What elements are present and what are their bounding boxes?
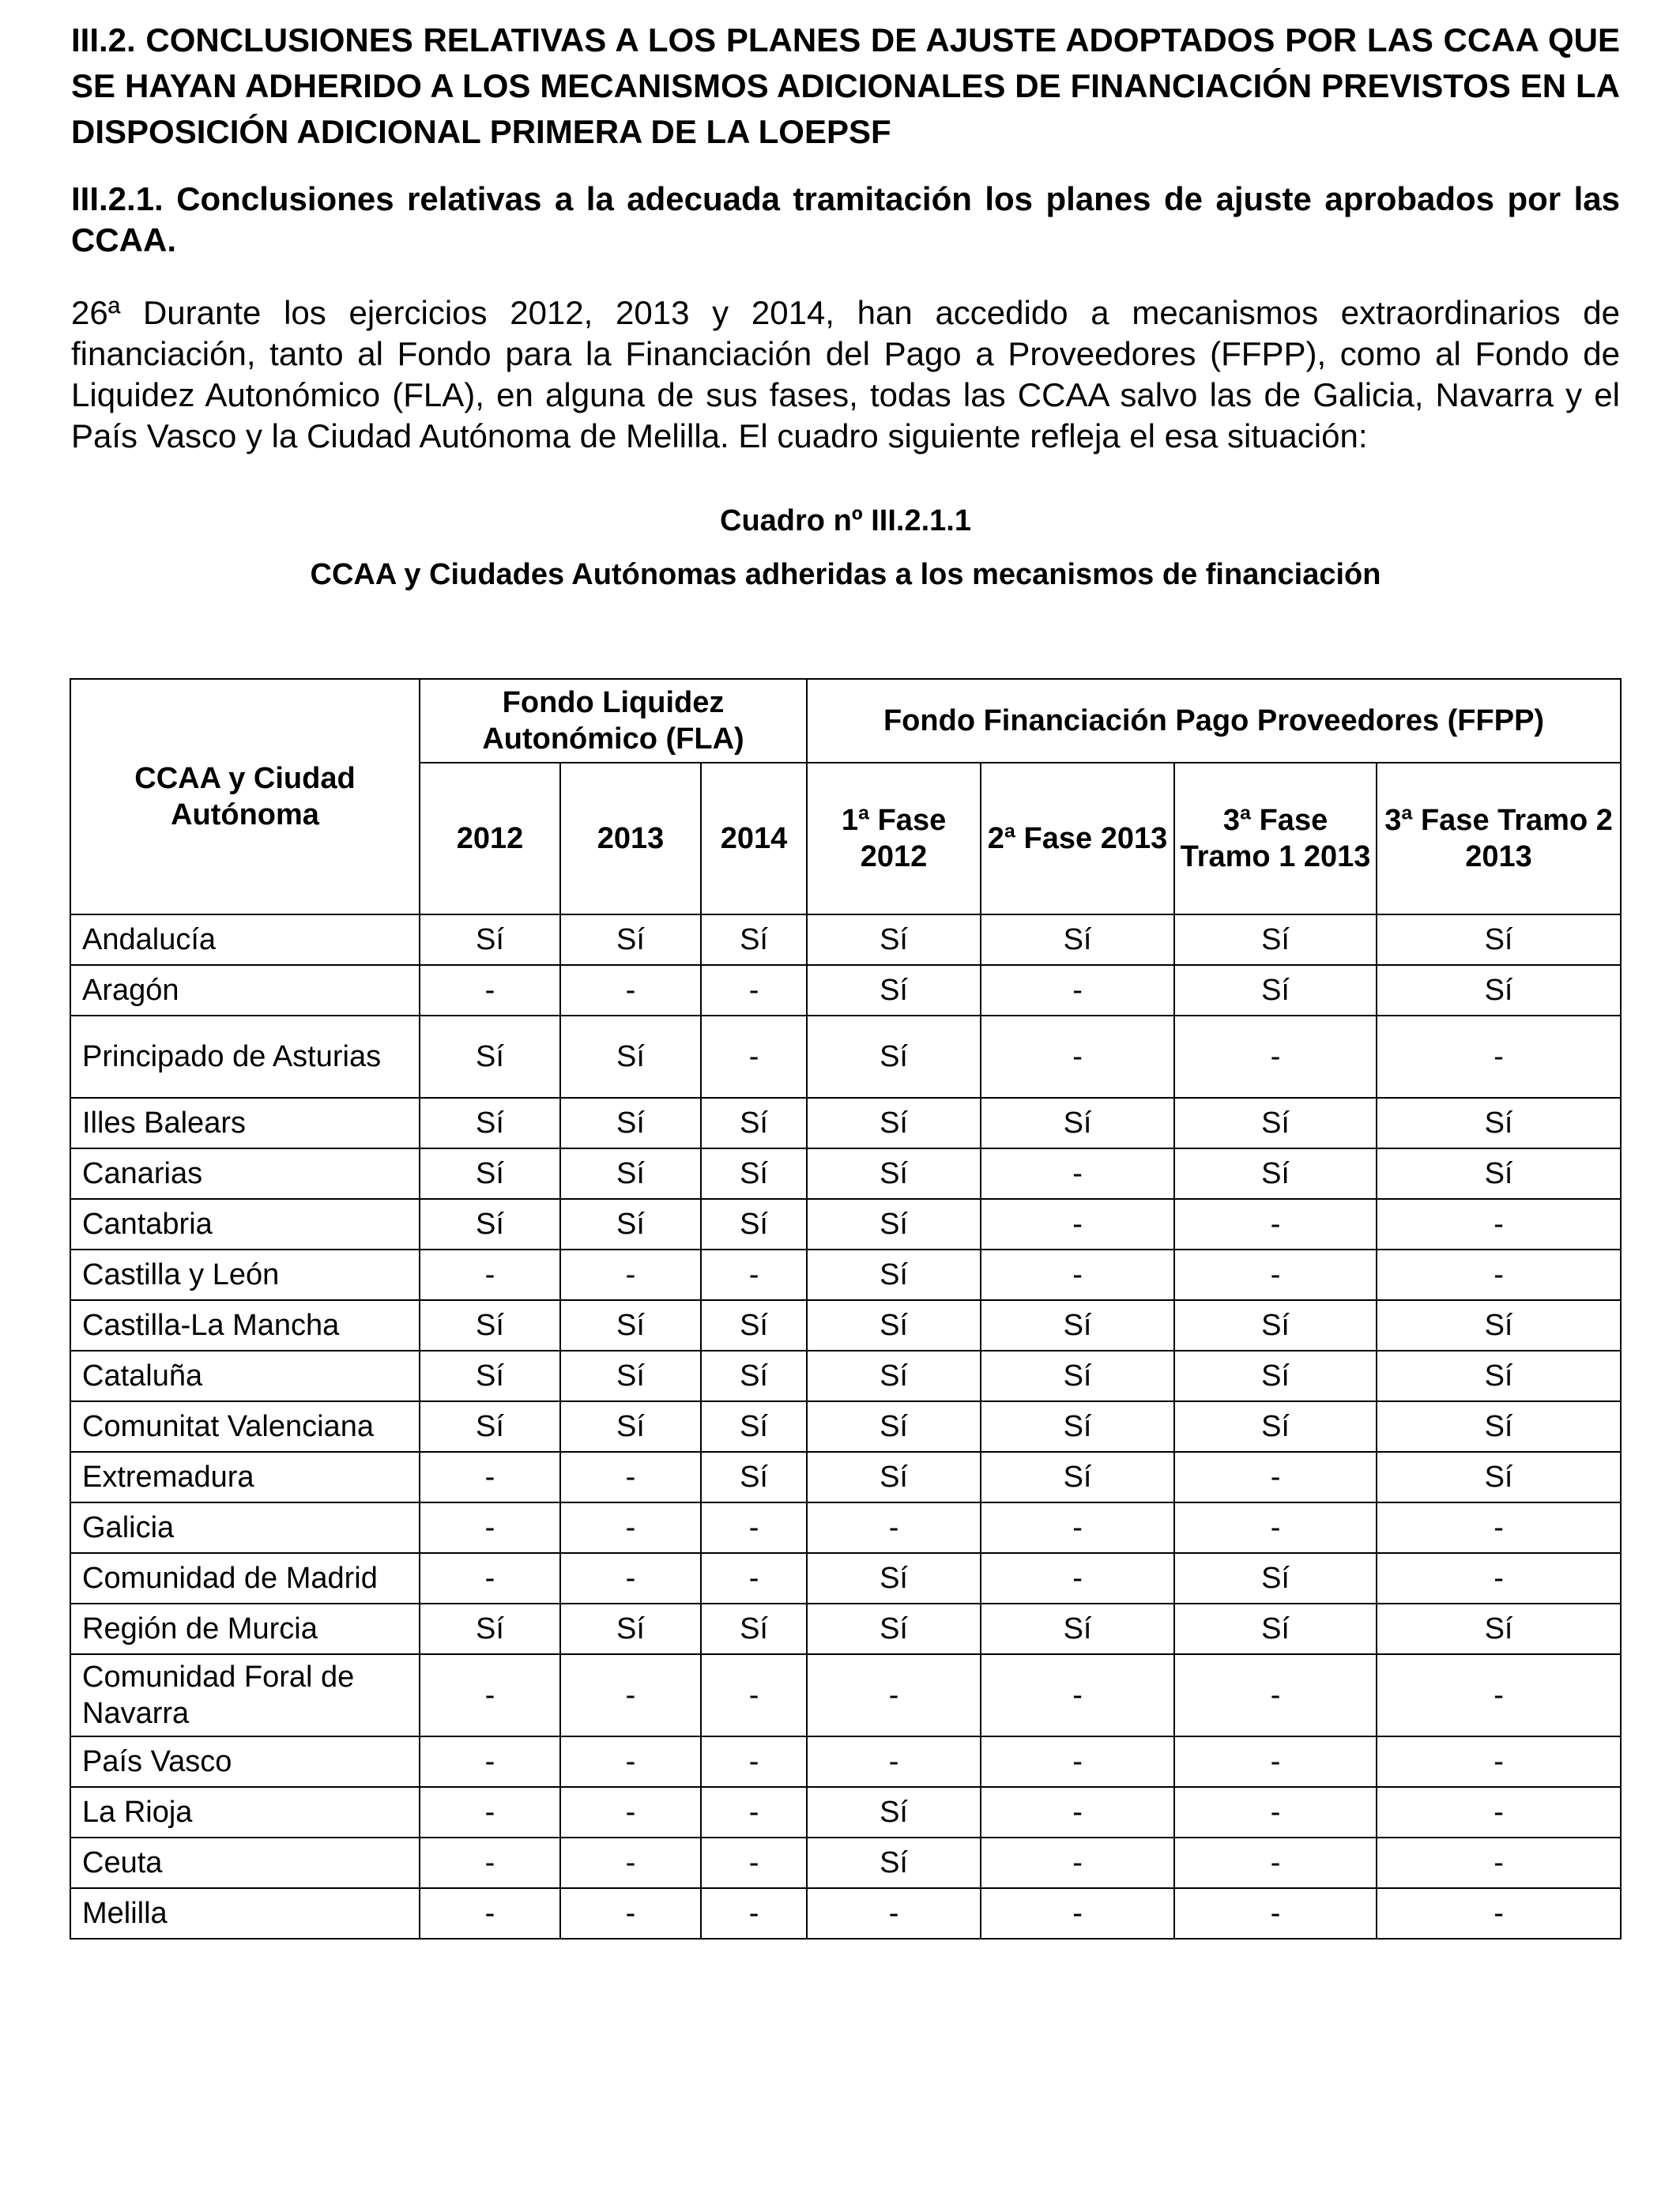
header-ffpp: Fondo Financiación Pago Proveedores (FFPP): [807, 679, 1621, 763]
value-cell: -: [1174, 1250, 1377, 1300]
region-cell: Cantabria: [70, 1199, 420, 1250]
value-cell: Sí: [560, 1604, 701, 1654]
value-cell: -: [560, 965, 701, 1016]
value-cell: Sí: [1377, 1401, 1621, 1452]
value-cell: -: [1377, 1016, 1621, 1098]
value-cell: -: [981, 1888, 1174, 1939]
value-cell: -: [420, 1452, 560, 1502]
value-cell: Sí: [1174, 1553, 1377, 1604]
value-cell: -: [701, 1502, 807, 1553]
value-cell: Sí: [420, 1016, 560, 1098]
value-cell: -: [701, 1553, 807, 1604]
value-cell: Sí: [560, 1401, 701, 1452]
region-cell: Castilla y León: [70, 1250, 420, 1300]
value-cell: -: [1174, 1736, 1377, 1787]
value-cell: Sí: [1174, 1098, 1377, 1148]
region-cell: Principado de Asturias: [70, 1016, 420, 1098]
value-cell: Sí: [701, 1452, 807, 1502]
value-cell: Sí: [1174, 1401, 1377, 1452]
table-row: [70, 1787, 1621, 1838]
value-cell: -: [560, 1787, 701, 1838]
value-cell: Sí: [1174, 1148, 1377, 1199]
body-paragraph: 26ª Durante los ejercicios 2012, 2013 y 2014, han accedido a mecanismos extraordinarios de financiación, tanto al Fondo para la Financiación del Pago a Proveedores (FFPP), como al Fondo de Liquidez Autonómico (FLA), en alguna de sus fases, todas las CCAA salvo las de Galicia, Navarra y el País Vasco y la Ciudad Autónoma de Melilla. El cuadro siguiente refleja el esa situación:: [71, 294, 1620, 454]
table-row: [70, 1250, 1621, 1300]
value-cell: Sí: [701, 1604, 807, 1654]
value-cell: -: [1174, 1787, 1377, 1838]
document-page: [71, 17, 1620, 593]
region-cell: Comunidad de Madrid: [70, 1553, 420, 1604]
value-cell: Sí: [1174, 965, 1377, 1016]
value-cell: Sí: [1377, 1351, 1621, 1401]
header-fla-2012: 2012: [420, 763, 560, 914]
region-cell: Castilla-La Mancha: [70, 1300, 420, 1351]
region-cell: País Vasco: [70, 1736, 420, 1787]
value-cell: Sí: [807, 1250, 981, 1300]
value-cell: Sí: [981, 1401, 1174, 1452]
value-cell: -: [560, 1553, 701, 1604]
value-cell: -: [701, 1787, 807, 1838]
value-cell: -: [420, 1502, 560, 1553]
value-cell: -: [560, 1838, 701, 1888]
value-cell: Sí: [701, 1199, 807, 1250]
table-row: [70, 1888, 1621, 1939]
value-cell: -: [1377, 1736, 1621, 1787]
value-cell: -: [807, 1654, 981, 1736]
value-cell: Sí: [981, 1300, 1174, 1351]
value-cell: Sí: [420, 1401, 560, 1452]
value-cell: -: [1377, 1838, 1621, 1888]
table-row: [70, 1654, 1621, 1736]
value-cell: Sí: [807, 914, 981, 965]
value-cell: -: [981, 1654, 1174, 1736]
value-cell: Sí: [420, 1351, 560, 1401]
region-cell: Melilla: [70, 1888, 420, 1939]
table-row: [70, 965, 1621, 1016]
header-ffpp-fase3-tramo2: 3ª Fase Tramo 2 2013: [1377, 763, 1621, 914]
value-cell: Sí: [1174, 914, 1377, 965]
value-cell: -: [1174, 1199, 1377, 1250]
value-cell: Sí: [701, 1098, 807, 1148]
region-cell: Ceuta: [70, 1838, 420, 1888]
region-cell: Galicia: [70, 1502, 420, 1553]
value-cell: -: [701, 965, 807, 1016]
region-cell: Canarias: [70, 1148, 420, 1199]
value-cell: Sí: [560, 1016, 701, 1098]
value-cell: -: [807, 1736, 981, 1787]
value-cell: Sí: [420, 1098, 560, 1148]
region-cell: Aragón: [70, 965, 420, 1016]
value-cell: -: [1174, 1502, 1377, 1553]
header-ffpp-fase2: 2ª Fase 2013: [981, 763, 1174, 914]
region-cell: Comunidad Foral de Navarra: [70, 1654, 420, 1736]
region-cell: Comunitat Valenciana: [70, 1401, 420, 1452]
value-cell: -: [560, 1888, 701, 1939]
value-cell: Sí: [981, 1098, 1174, 1148]
table-header: [70, 679, 1621, 914]
value-cell: Sí: [560, 1098, 701, 1148]
table-row: [70, 1098, 1621, 1148]
table-number: Cuadro nº III.2.1.1: [720, 504, 971, 537]
subsection-heading: III.2.1. Conclusiones relativas a la adecuada tramitación los planes de ajuste aprobados por las CCAA.: [71, 180, 1620, 258]
value-cell: Sí: [420, 1604, 560, 1654]
value-cell: Sí: [701, 914, 807, 965]
value-cell: -: [701, 1838, 807, 1888]
value-cell: -: [1377, 1654, 1621, 1736]
value-cell: -: [981, 1736, 1174, 1787]
value-cell: -: [701, 1888, 807, 1939]
table-row: [70, 1553, 1621, 1604]
value-cell: -: [420, 1553, 560, 1604]
value-cell: -: [981, 1553, 1174, 1604]
value-cell: -: [701, 1250, 807, 1300]
header-ffpp-fase1: 1ª Fase 2012: [807, 763, 981, 914]
value-cell: -: [981, 1016, 1174, 1098]
value-cell: Sí: [807, 1838, 981, 1888]
value-cell: Sí: [560, 1199, 701, 1250]
header-region: CCAA y Ciudad Autónoma: [70, 679, 420, 914]
value-cell: Sí: [701, 1351, 807, 1401]
value-cell: Sí: [807, 1300, 981, 1351]
value-cell: Sí: [807, 1016, 981, 1098]
value-cell: Sí: [1377, 965, 1621, 1016]
table-row: [70, 914, 1621, 965]
value-cell: Sí: [1174, 1351, 1377, 1401]
value-cell: Sí: [1377, 1148, 1621, 1199]
value-cell: Sí: [701, 1401, 807, 1452]
table-row: [70, 1401, 1621, 1452]
value-cell: -: [1377, 1199, 1621, 1250]
value-cell: -: [560, 1250, 701, 1300]
value-cell: -: [1377, 1250, 1621, 1300]
value-cell: -: [560, 1502, 701, 1553]
value-cell: -: [701, 1016, 807, 1098]
value-cell: Sí: [981, 1604, 1174, 1654]
value-cell: Sí: [420, 1300, 560, 1351]
region-cell: La Rioja: [70, 1787, 420, 1838]
value-cell: -: [807, 1888, 981, 1939]
table-row: [70, 1016, 1621, 1098]
region-cell: Extremadura: [70, 1452, 420, 1502]
value-cell: Sí: [560, 1300, 701, 1351]
value-cell: -: [981, 1787, 1174, 1838]
value-cell: -: [981, 1250, 1174, 1300]
value-cell: -: [981, 1148, 1174, 1199]
value-cell: -: [981, 1838, 1174, 1888]
region-cell: Cataluña: [70, 1351, 420, 1401]
region-cell: Illes Balears: [70, 1098, 420, 1148]
value-cell: Sí: [807, 1787, 981, 1838]
value-cell: -: [807, 1502, 981, 1553]
value-cell: Sí: [420, 1148, 560, 1199]
value-cell: -: [1377, 1787, 1621, 1838]
value-cell: -: [981, 1199, 1174, 1250]
value-cell: Sí: [560, 1351, 701, 1401]
value-cell: Sí: [1174, 1604, 1377, 1654]
value-cell: -: [1377, 1888, 1621, 1939]
value-cell: Sí: [807, 1553, 981, 1604]
value-cell: Sí: [807, 1199, 981, 1250]
value-cell: Sí: [807, 1452, 981, 1502]
value-cell: -: [560, 1654, 701, 1736]
value-cell: Sí: [981, 1452, 1174, 1502]
value-cell: Sí: [807, 965, 981, 1016]
table-row: [70, 1351, 1621, 1401]
value-cell: -: [560, 1452, 701, 1502]
value-cell: -: [1174, 1838, 1377, 1888]
table-row: [70, 1502, 1621, 1553]
section-heading: III.2. CONCLUSIONES RELATIVAS A LOS PLANES DE AJUSTE ADOPTADOS POR LAS CCAA QUE SE HAYAN ADHERIDO A LOS MECANISMOS ADICIONALES DE FINANCIACIÓN PREVISTOS EN LA DISPOSICIÓN ADICIONAL PRIMERA DE LA LOEPSF: [71, 21, 1620, 150]
value-cell: Sí: [701, 1300, 807, 1351]
value-cell: Sí: [1377, 1604, 1621, 1654]
value-cell: Sí: [560, 1148, 701, 1199]
value-cell: Sí: [420, 1199, 560, 1250]
value-cell: -: [420, 1736, 560, 1787]
value-cell: Sí: [1377, 1300, 1621, 1351]
region-cell: Región de Murcia: [70, 1604, 420, 1654]
table-row: [70, 1736, 1621, 1787]
value-cell: Sí: [1377, 914, 1621, 965]
header-fla-2013: 2013: [560, 763, 701, 914]
value-cell: -: [701, 1736, 807, 1787]
value-cell: -: [1377, 1553, 1621, 1604]
table-row: [70, 1148, 1621, 1199]
value-cell: -: [701, 1654, 807, 1736]
value-cell: -: [420, 1787, 560, 1838]
value-cell: -: [1377, 1502, 1621, 1553]
value-cell: Sí: [701, 1148, 807, 1199]
value-cell: Sí: [1377, 1098, 1621, 1148]
table-row: [70, 1604, 1621, 1654]
table-title: CCAA y Ciudades Autónomas adheridas a los mecanismos de financiación: [310, 558, 1381, 591]
value-cell: -: [1174, 1888, 1377, 1939]
value-cell: Sí: [420, 914, 560, 965]
header-fla-2014: 2014: [701, 763, 807, 914]
value-cell: -: [420, 1654, 560, 1736]
value-cell: Sí: [807, 1401, 981, 1452]
value-cell: -: [420, 1838, 560, 1888]
value-cell: Sí: [807, 1604, 981, 1654]
value-cell: Sí: [1174, 1300, 1377, 1351]
value-cell: Sí: [807, 1148, 981, 1199]
region-cell: Andalucía: [70, 914, 420, 965]
value-cell: Sí: [1377, 1452, 1621, 1502]
value-cell: -: [1174, 1452, 1377, 1502]
mechanisms-table: [70, 678, 1622, 1940]
value-cell: -: [1174, 1016, 1377, 1098]
value-cell: -: [420, 1888, 560, 1939]
table-row: [70, 1300, 1621, 1351]
value-cell: -: [1174, 1654, 1377, 1736]
header-fla: Fondo Liquidez Autonómico (FLA): [420, 679, 807, 763]
value-cell: -: [981, 1502, 1174, 1553]
value-cell: Sí: [981, 914, 1174, 965]
table-row: [70, 1452, 1621, 1502]
value-cell: -: [420, 965, 560, 1016]
value-cell: Sí: [560, 914, 701, 965]
header-ffpp-fase3-tramo1: 3ª Fase Tramo 1 2013: [1174, 763, 1377, 914]
table-row: [70, 1838, 1621, 1888]
value-cell: Sí: [807, 1098, 981, 1148]
value-cell: -: [560, 1736, 701, 1787]
value-cell: Sí: [807, 1351, 981, 1401]
value-cell: -: [981, 965, 1174, 1016]
table-body: [70, 914, 1621, 1939]
table-row: [70, 1199, 1621, 1250]
value-cell: -: [420, 1250, 560, 1300]
value-cell: Sí: [981, 1351, 1174, 1401]
